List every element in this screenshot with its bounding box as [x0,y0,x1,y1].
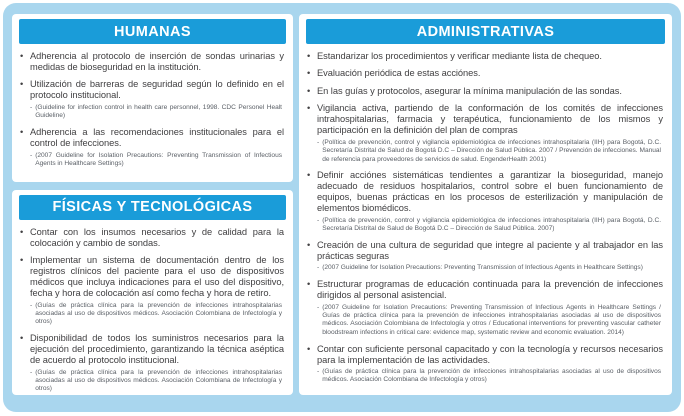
item-note [30,369,282,394]
bullet-item [20,79,284,120]
card-body [19,220,286,395]
bullet-icon: • [307,279,311,290]
bullet-icon: • [307,51,311,61]
note-reference-text: (Guías de práctica clínica para la prevención de infecciones intrahospitalarias asociadas al uso de dispositivos médicos. Asociación Colombiana de Infectología y otros) [322,368,661,384]
note-dash-icon: - [317,216,320,224]
note-reference-text: (2007 Guideline for Isolation Precautions: Preventing Transmission of Infectious Agents in Healthcare Settings) [322,264,643,272]
card-body [306,44,665,391]
note-reference-text: (Guideline for infection control in health care personnel, 1998. CDC Personel Healt Guideline) [35,103,282,120]
bullet-item [307,240,663,273]
card-title: HUMANAS [114,23,191,40]
item-row [307,279,663,301]
bullet-item [20,227,284,249]
note-dash-icon: - [30,301,33,309]
item-row [307,240,663,262]
item-row [307,51,663,62]
item-row [307,103,663,136]
item-text: Evaluación periódica de estas acciónes. [317,68,481,79]
bullet-item [307,170,663,233]
item-text: Utilización de barreras de seguridad según lo definido en el protocolo institucional. [30,79,284,101]
item-note [317,264,661,272]
bullet-icon: • [307,68,311,79]
item-row [307,170,663,214]
item-text: Disponibilidad de todos los suministros necesarios para la ejecución del procedimiento, garantizando la técnica aséptica de acuerdo al protocolo institucional. [30,333,284,366]
card-title: FÍSICAS Y TECNOLÓGICAS [52,199,253,216]
note-dash-icon: - [317,264,320,272]
bullet-icon: • [307,85,311,96]
item-text: Adherencia al protocolo de inserción de sondas urinarias y medidas de bioseguridad en la institución. [30,51,284,72]
bullet-item [307,86,663,97]
bullet-icon: • [307,239,311,250]
bullet-icon: • [307,170,311,181]
bullet-icon: • [307,343,311,354]
card-fisicas-y-tecnologicas [12,190,293,395]
item-row [307,344,663,366]
note-reference-text: (Política de prevención, control y vigilancia epidemiológica de infecciones intrahospitalaria (IIH) para Bogotá, D.C. Secretaría Distrital de Salud de Bogotá D.C – Dirección de Salud Pública. 2007) [322,216,661,233]
note-reference-text: (Política de prevención, control y vigilancia epidemiológica de infecciones intrahospitalaria (IIH) para Bogotá, D.C. Secretaría Distrital de Salud de Bogotá D.C – Dirección de Salud Pública. 2007 / Prevención de infecciones. Manual de referencia para proveedores de servicios de salud. EngenderHealth 2001) [322,138,661,163]
item-row [20,227,284,249]
note-reference-text: (Guías de práctica clínica para la prevención de infecciones intrahospitalarias asociadas al uso de dispositivos médicos. Asociación Colombiana de Infectología y otros) [35,301,282,326]
card-title: ADMINISTRATIVAS [416,23,555,40]
bullet-item [307,51,663,62]
card-body [19,44,286,175]
item-note [30,152,282,169]
card-administrativas [299,14,672,395]
column-right [299,14,672,395]
item-text: Estandarizar los procedimientos y verificar mediante lista de chequeo. [317,51,602,61]
item-note [317,217,661,234]
note-dash-icon: - [317,303,320,311]
item-text: Implementar un sistema de documentación dentro de los registros clínicos del paciente para el uso de dispositivos médicos que incluya indicaciones para el uso del dispositivo, fecha y hora de colocación así como fecha y hora de retiro. [30,255,284,299]
item-row [20,51,284,73]
note-dash-icon: - [30,151,33,159]
item-text: Contar con suficiente personal capacitado y con la tecnología y recursos necesarios para la implementación de las actividades. [317,343,663,365]
note-reference-text: (Guías de práctica clínica para la prevención de infecciones intrahospitalarias asociadas al uso de dispositivos médicos. Asociación Colombiana de Infectología y otros) [35,368,282,393]
item-row [20,333,284,366]
item-row [307,86,663,97]
card-header-humanas [19,19,286,44]
bullet-list [20,51,284,168]
item-text: Contar con los insumos necesarios y de calidad para la colocación y cambio de sondas. [30,226,284,248]
bullet-icon: • [20,51,24,61]
bullet-icon: • [20,333,24,344]
item-note [317,304,661,337]
item-row [307,68,663,79]
bullet-icon: • [20,79,24,90]
note-dash-icon: - [317,368,320,376]
note-dash-icon: - [30,368,33,376]
bullet-item [20,127,284,168]
bullet-icon: • [20,226,24,237]
bullet-icon: • [307,103,311,114]
bullet-item [20,51,284,73]
bullet-item [307,279,663,337]
item-note [30,302,282,327]
item-note [317,368,661,385]
column-left [12,14,293,395]
item-text: En las guías y protocolos, asegurar la mínima manipulación de las sondas. [317,85,622,96]
item-text: Adherencia a las recomendaciones institucionales para el control de infecciones. [30,127,284,149]
bullet-item [307,344,663,385]
note-dash-icon: - [30,103,33,111]
bullet-item [307,103,663,163]
bullet-item [20,333,284,393]
item-note [317,139,661,164]
bullet-icon: • [20,255,24,266]
item-row [20,79,284,101]
bullet-item [307,68,663,79]
item-row [20,127,284,149]
card-header-administrativas [306,19,665,44]
item-row [20,255,284,299]
item-text: Estructurar programas de educación continuada para la prevención de infecciones dirigidos al personal asistencial. [317,279,663,301]
card-header-fisicas-y-tecnologicas [19,195,286,220]
note-reference-text: (2007 Guideline for Isolation Precautions: Preventing Transmission of Infectious Agents in Healthcare Settings / Guías de práctica clínica para la prevención de infecciones intrahospitalarias asociadas al uso de dispositivos médicos. Asociación Colombiana de Infectología y otros / Educational interventions for preventing vascular catheter bloodstream infections in critical care: evidence map, systematic review and economic evaluation. 2014) [322,303,661,336]
bullet-list [307,51,663,385]
item-text: Creación de una cultura de seguridad que integre al paciente y al trabajador en las prácticas seguras [317,239,663,261]
card-humanas [12,14,293,182]
item-text: Definir acciónes sistemáticas tendientes a garantizar la bioseguridad, manejo adecuado de residuos hospitalarios, control sobre el buen funcionamiento de equipos, buenas prácticas en los procesos de esterilización y manipulación de elementos biomédicos. [317,170,663,214]
note-dash-icon: - [317,138,320,146]
item-text: Vigilancia activa, partiendo de la conformación de los comités de infecciones intrahospitalarias, farmacia y terapéutica, funcionamiento de los mismos y participación en la definición del plan de compras [317,103,663,136]
item-note [30,104,282,121]
note-reference-text: (2007 Guideline for Isolation Precautions: Preventing Transmission of Infectious Agents in Healthcare Settings) [35,151,282,167]
measures-panel [3,3,681,412]
bullet-icon: • [20,127,24,138]
bullet-item [20,255,284,326]
bullet-list [20,227,284,394]
